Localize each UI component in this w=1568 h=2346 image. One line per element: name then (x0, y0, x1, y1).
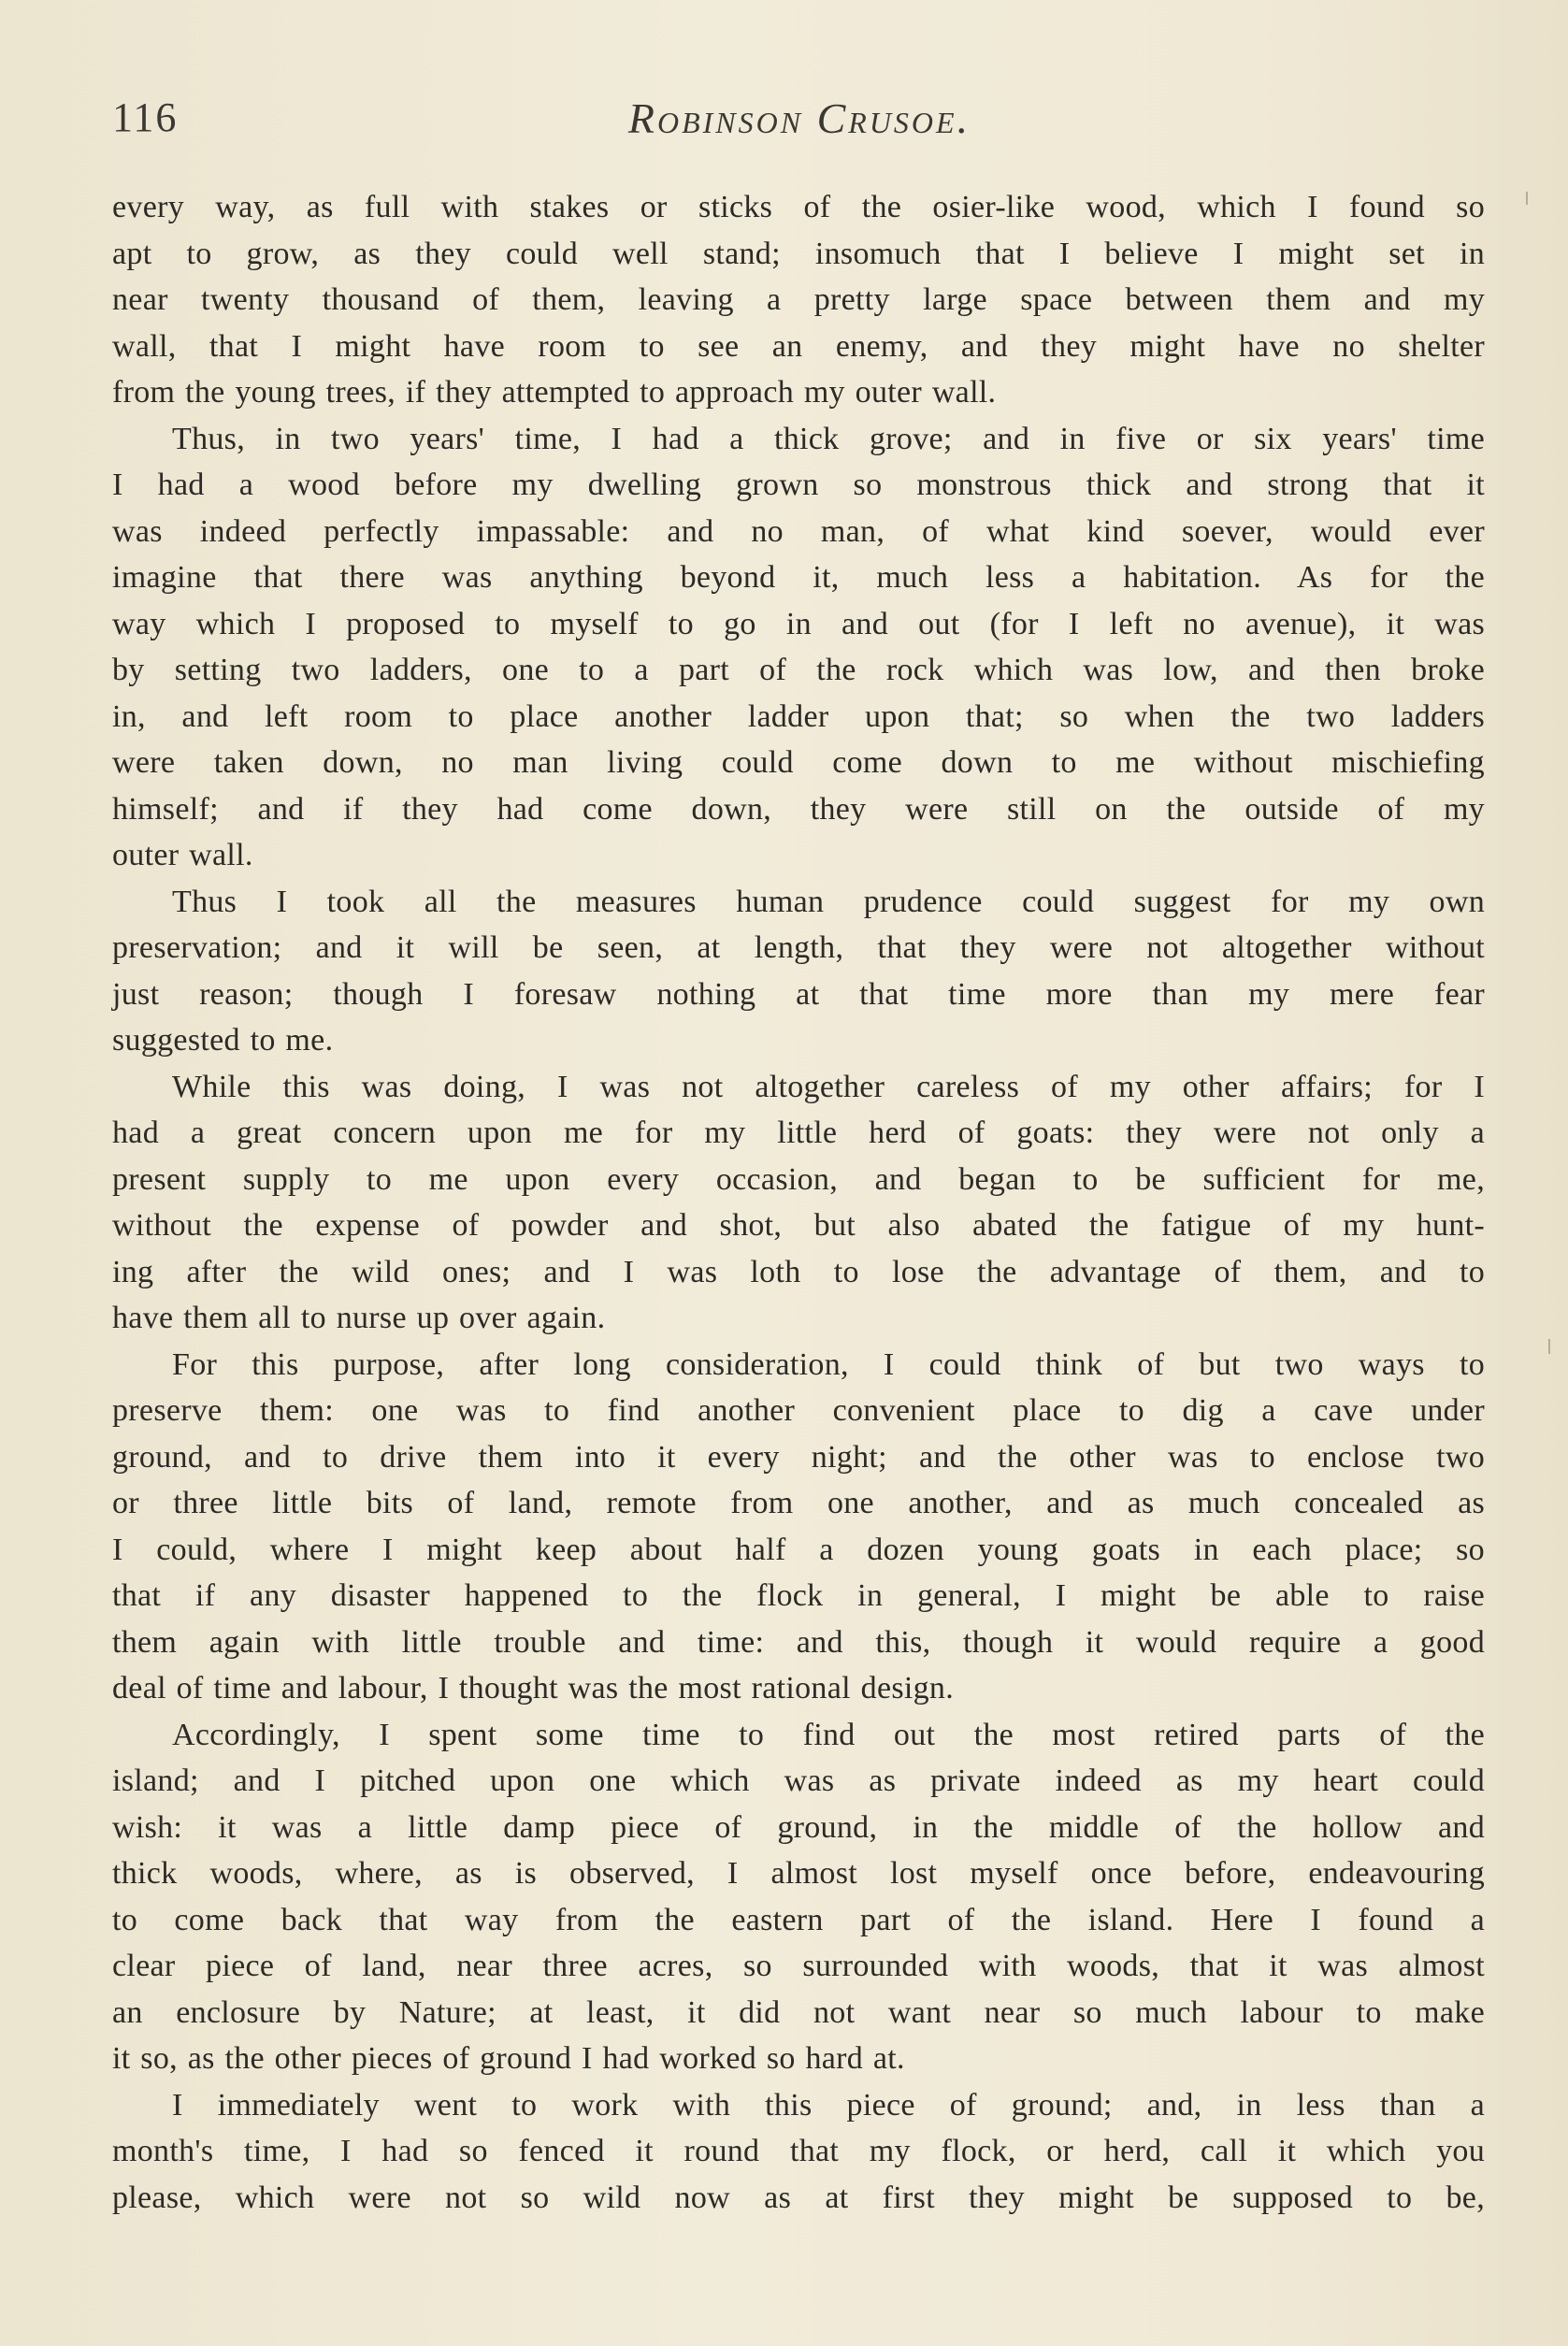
text-line: preserve them: one was to find another convenient place to dig a cave under (112, 1393, 1485, 1428)
text-line: just reason; though I foresaw nothing at that time more than my mere fear (112, 976, 1485, 1012)
text-line: have them all to nurse up over again. (112, 1301, 606, 1335)
text-line: was indeed perfectly impassable: and no man, of what kind soever, would ever (112, 513, 1485, 549)
text-line: suggested to me. (112, 1023, 334, 1058)
text-line: it so, as the other pieces of ground I had worked so hard at. (112, 2041, 905, 2076)
text-line: in, and left room to place another ladder upon that; so when the two ladders (112, 698, 1485, 734)
text-line: that if any disaster happened to the flock in general, I might be able to raise (112, 1578, 1485, 1613)
running-head: Robinson Crusoe. (627, 94, 971, 142)
paragraph (112, 1064, 1485, 1342)
text-line: wish: it was a little damp piece of ground, in the middle of the hollow and (112, 1809, 1485, 1845)
text-line: Accordingly, I spent some time to find out the most retired parts of the (172, 1717, 1485, 1752)
text-line: by setting two ladders, one to a part of the rock which was low, and then broke (112, 653, 1485, 687)
text-line: ground, and to drive them into it every night; and the other was to enclose two (112, 1439, 1485, 1475)
text-line: apt to grow, as they could well stand; insomuch that I believe I might set in (112, 236, 1485, 271)
text-line: them again with little trouble and time: and this, though it would require a good (112, 1624, 1485, 1660)
text-line: an enclosure by Nature; at least, it did not want near so much labour to make (112, 1994, 1485, 2030)
text-line: imagine that there was anything beyond it, much less a habitation. As for the (112, 560, 1485, 595)
paragraph (112, 416, 1485, 879)
text-line: clear piece of land, near three acres, so surrounded with woods, that it was almost (112, 1949, 1485, 1983)
text-line: ing after the wild ones; and I was loth to lose the advantage of them, and to (112, 1254, 1485, 1289)
text-line: For this purpose, after long consideration, I could think of but two ways to (172, 1346, 1485, 1382)
paragraph (112, 2082, 1485, 2222)
text-line: I immediately went to work with this piece of ground; and, in less than a (172, 2087, 1485, 2123)
text-line: Thus, in two years' time, I had a thick grove; and in five or six years' time (172, 421, 1485, 456)
text-line: without the expense of powder and shot, but also abated the fatigue of my hunt- (112, 1208, 1485, 1243)
text-line: present supply to me upon every occasion, and began to be sufficient for me, (112, 1161, 1485, 1197)
page-number: 116 (112, 94, 179, 140)
text-line: While this was doing, I was not altogether careless of my other affairs; for I (172, 1069, 1485, 1104)
paragraph (112, 1712, 1485, 2082)
text-line: or three little bits of land, remote from one another, and as much concealed as (112, 1486, 1485, 1520)
text-line: island; and I pitched upon one which was as private indeed as my heart could (112, 1763, 1485, 1798)
body-text (112, 184, 1485, 2221)
margin-mark (1548, 1339, 1550, 1354)
text-line: wall, that I might have room to see an enemy, and they might have no shelter (112, 328, 1485, 364)
text-line: I could, where I might keep about half a dozen young goats in each place; so (112, 1532, 1485, 1567)
paragraph (112, 184, 1485, 416)
text-line: near twenty thousand of them, leaving a pretty large space between them and my (112, 282, 1485, 317)
text-line: to come back that way from the eastern part of the island. Here I found a (112, 1902, 1485, 1937)
text-line: himself; and if they had come down, they were still on the outside of my (112, 791, 1485, 827)
text-line: way which I proposed to myself to go in and out (for I left no avenue), it was (112, 606, 1485, 641)
text-line: outer wall. (112, 838, 253, 872)
text-line: month's time, I had so fenced it round that my flock, or herd, call it which you (112, 2134, 1485, 2168)
text-line: I had a wood before my dwelling grown so monstrous thick and strong that it (112, 468, 1485, 502)
page-header (112, 94, 1487, 150)
text-line: from the young trees, if they attempted to approach my outer wall. (112, 375, 997, 410)
text-line: were taken down, no man living could come down to me without mischiefing (112, 745, 1485, 780)
text-line: Thus I took all the measures human prudence could suggest for my own (172, 884, 1485, 919)
paragraph (112, 1342, 1485, 1712)
text-line: deal of time and labour, I thought was the most rational design. (112, 1671, 955, 1706)
text-line: thick woods, where, as is observed, I almost lost myself once before, endeavouring (112, 1856, 1485, 1891)
text-line: please, which were not so wild now as at first they might be supposed to be, (112, 2180, 1485, 2215)
text-line: had a great concern upon me for my little herd of goats: they were not only a (112, 1115, 1485, 1150)
margin-mark (1526, 192, 1528, 205)
paragraph (112, 879, 1485, 1064)
text-line: preservation; and it will be seen, at length, that they were not altogether without (112, 930, 1485, 965)
text-line: every way, as full with stakes or sticks of the osier-like wood, which I found so (112, 190, 1485, 224)
